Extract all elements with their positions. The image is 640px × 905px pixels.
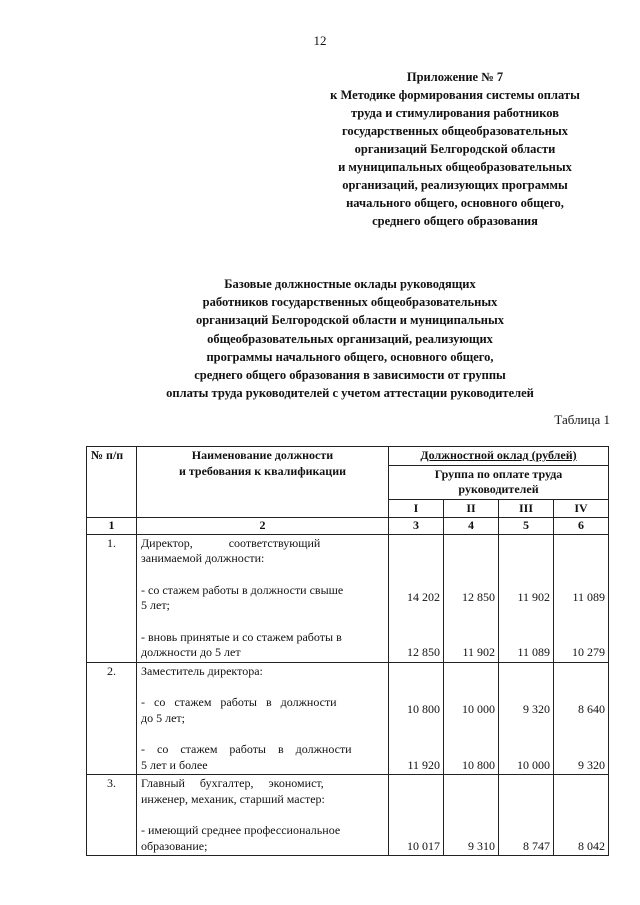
- title-line: общеобразовательных организаций, реализующих: [207, 331, 493, 346]
- salary-cell: [554, 534, 609, 662]
- requirement-line: 5 лет и более: [141, 757, 208, 772]
- salary-value: 11 089: [517, 645, 550, 659]
- table-header-row: [87, 447, 609, 466]
- row-number: 2.: [87, 662, 137, 775]
- appendix-line: труда и стимулирования работников: [351, 106, 559, 120]
- column-number-row: [87, 518, 609, 535]
- requirement-line: 5 лет;: [141, 598, 170, 612]
- requirement-line: образование;: [141, 838, 208, 853]
- appendix-line: Приложение № 7: [406, 70, 504, 84]
- column-number: 4: [444, 518, 499, 535]
- title-line: оплаты труда руководителей с учетом аттестации руководителей: [166, 386, 534, 401]
- appendix-line: организаций, реализующих программы: [342, 178, 568, 192]
- salary-table: [86, 446, 609, 856]
- position-description: [137, 662, 389, 775]
- salary-value: 11 902: [462, 645, 495, 659]
- table-label: Таблица 1: [554, 412, 610, 427]
- salary-value: 10 000: [517, 757, 550, 772]
- requirement-line: - вновь принятые и со стажем работы в: [141, 629, 342, 644]
- salary-value: 14 202: [407, 589, 440, 604]
- title-line: программы начального общего, основного общего,: [206, 349, 494, 364]
- column-number: 1: [87, 518, 137, 535]
- header-position-name: [137, 447, 389, 518]
- header-name-line: Наименование должности: [191, 448, 334, 462]
- salary-value: 10 279: [572, 645, 606, 659]
- salary-cell: [389, 534, 444, 662]
- salary-cell: [444, 662, 499, 775]
- salary-value: 10 800: [462, 757, 495, 772]
- appendix-line: среднего общего образования: [372, 214, 538, 228]
- salary-value: 9 320: [523, 702, 550, 716]
- appendix-line: организаций Белгородской области: [354, 142, 556, 156]
- header-num: № п/п: [87, 447, 137, 518]
- requirement-line: - имеющий среднее профессиональное: [141, 823, 341, 837]
- salary-value: 10 017: [407, 838, 440, 853]
- column-number: 6: [554, 518, 609, 535]
- salary-cell: [444, 775, 499, 856]
- header-group-i: I: [389, 499, 444, 518]
- header-group-line: руководителей: [458, 482, 539, 496]
- column-number: 5: [499, 518, 554, 535]
- salary-value: 11 089: [572, 589, 606, 604]
- salary-cell: [389, 775, 444, 856]
- header-name-line: и требования к квалификации: [178, 463, 347, 478]
- document-title: [95, 275, 605, 402]
- table-row: [87, 534, 609, 662]
- salary-cell: [389, 662, 444, 775]
- salary-cell: [444, 534, 499, 662]
- salary-value: 11 902: [517, 589, 550, 604]
- requirement-line: - со стажем работы в должности: [141, 695, 337, 709]
- salary-value: 10 800: [407, 702, 440, 716]
- salary-value: 8 042: [578, 838, 606, 853]
- salary-value: 12 850: [462, 589, 495, 604]
- appendix-line: государственных общеобразовательных: [342, 124, 568, 138]
- position-title: Главный бухгалтер, экономист,: [141, 776, 324, 790]
- appendix-line: и муниципальных общеобразовательных: [338, 160, 572, 174]
- position-title: Директор, соответствующий: [141, 535, 321, 550]
- salary-cell: [499, 534, 554, 662]
- appendix-line: начального общего, основного общего,: [346, 196, 564, 210]
- appendix-line: к Методике формирования системы оплаты: [330, 88, 580, 102]
- position-title: занимаемой должности:: [141, 551, 265, 565]
- salary-value: 9 320: [578, 757, 606, 772]
- header-group: [389, 465, 609, 499]
- requirement-line: до 5 лет;: [141, 710, 185, 725]
- row-number: 3.: [87, 775, 137, 856]
- title-line: организаций Белгородской области и муниципальных: [195, 313, 505, 328]
- salary-cell: [554, 775, 609, 856]
- requirement-line: должности до 5 лет: [141, 645, 241, 659]
- salary-value: 9 310: [468, 838, 495, 853]
- requirement-line: - со стажем работы в должности: [141, 742, 352, 756]
- header-group-iii: III: [499, 499, 554, 518]
- position-title: инженер, механик, старший мастер:: [141, 791, 325, 806]
- salary-value: 12 850: [407, 645, 440, 659]
- row-number: 1.: [87, 534, 137, 662]
- salary-value: 8 640: [578, 702, 606, 716]
- title-line: Базовые должностные оклады руководящих: [224, 277, 476, 291]
- salary-value: 11 920: [407, 757, 440, 772]
- appendix-heading: [296, 68, 614, 230]
- salary-cell: [499, 662, 554, 775]
- header-group-line: Группа по оплате труда: [434, 466, 563, 481]
- salary-cell: [499, 775, 554, 856]
- header-salary: Должностной оклад (рублей): [389, 447, 609, 466]
- header-group-ii: II: [444, 499, 499, 518]
- header-group-iv: IV: [554, 499, 609, 518]
- table-row: [87, 775, 609, 856]
- title-line: среднего общего образования в зависимости от группы: [194, 368, 506, 383]
- table-row: [87, 662, 609, 775]
- column-number: 3: [389, 518, 444, 535]
- position-description: [137, 534, 389, 662]
- title-line: работников государственных общеобразовательных: [202, 295, 498, 310]
- column-number: 2: [137, 518, 389, 535]
- page-number: 12: [313, 33, 327, 48]
- salary-value: 10 000: [462, 702, 495, 716]
- requirement-line: - со стажем работы в должности свыше: [141, 582, 344, 597]
- salary-value: 8 747: [523, 838, 550, 853]
- position-title: Заместитель директора:: [141, 663, 263, 678]
- position-description: [137, 775, 389, 856]
- salary-cell: [554, 662, 609, 775]
